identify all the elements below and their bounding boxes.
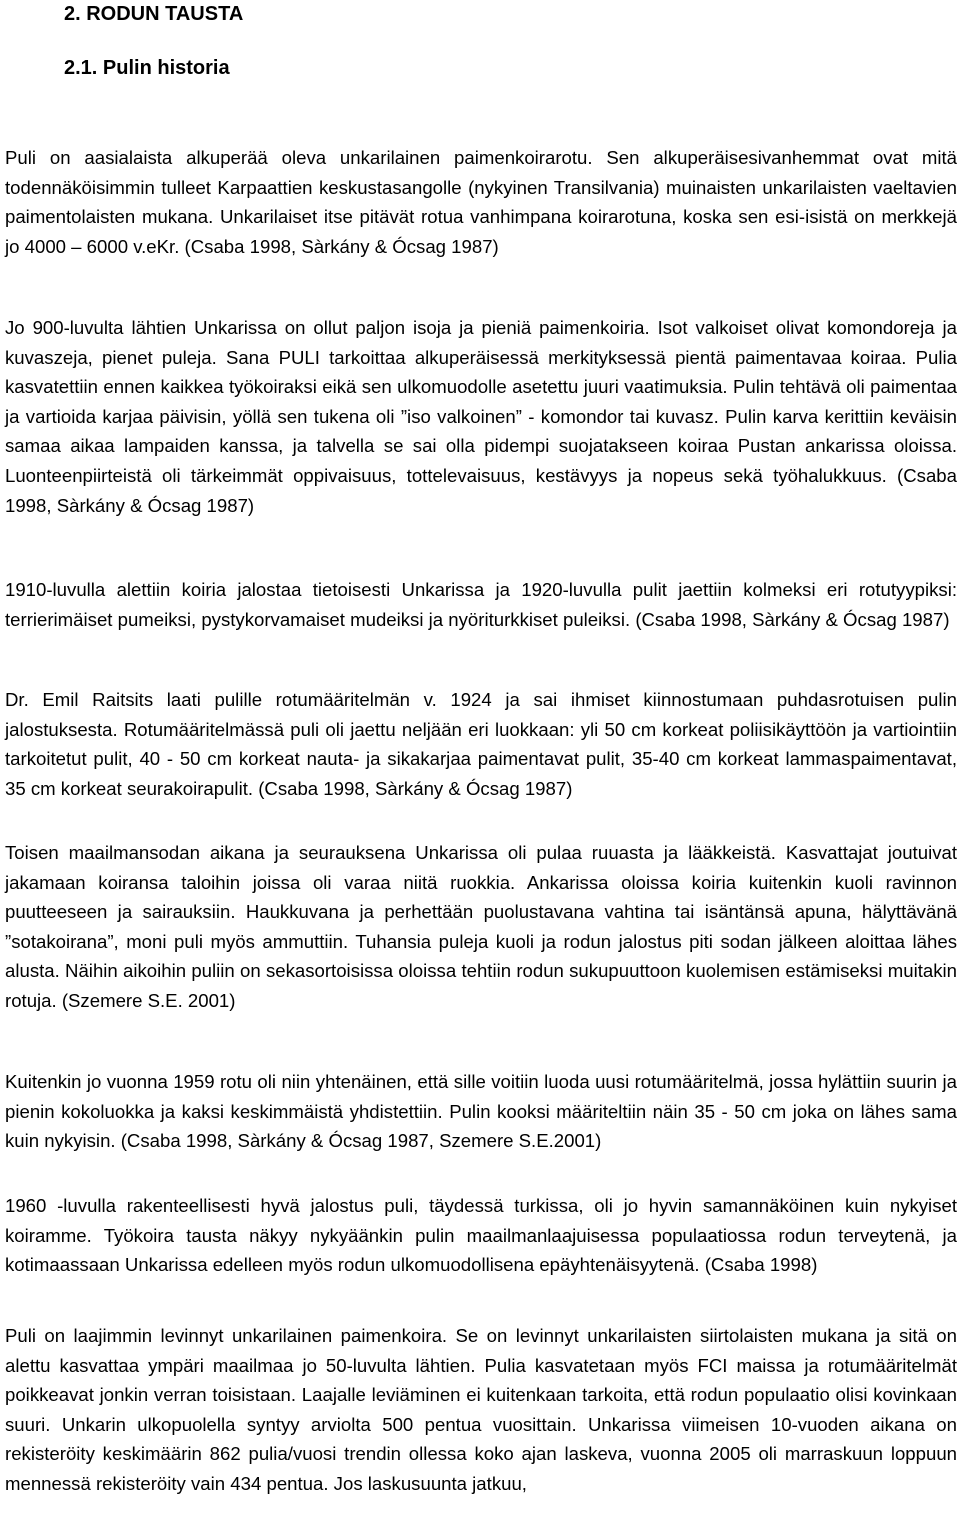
paragraph-1910s: 1910-luvulla alettiin koiria jalostaa tietoisesti Unkarissa ja 1920-luvulla pulit jaettiin kolmeksi eri rotutyypiksi: terrierimäiset pumeiksi, pystykorvamaiset mudeiksi ja nyöriturkkiset puleiksi. (Csaba 1998, Sàrkány & Ócsag 1987) — [5, 579, 957, 630]
subsection-heading: 2.1. Pulin historia — [64, 57, 230, 79]
section-heading: 2. RODUN TAUSTA — [64, 3, 244, 25]
paragraph-1959: Kuitenkin jo vuonna 1959 rotu oli niin yhtenäinen, että sille voitiin luoda uusi rotumääritelmä, jossa hylättiin suurin ja pienin kokoluokka ja kaksi keskimmäistä yhdistettiin. Pulin kooksi määriteltiin näin 35 - 50 cm joka on lähes sama kuin nykyisin. (Csaba 1998, Sàrkány & Ócsag 1987, Szemere S.E.2001) — [5, 1071, 957, 1152]
paragraph-ww2: Toisen maailmansodan aikana ja seurauksena Unkarissa oli pulaa ruuasta ja lääkkeistä. Kasvattajat joutuivat jakamaan koiransa taloihin joissa oli varaa niitä ruokkia. Ankarissa oloissa koiria kuitenkin kuoli ravinnon puutteeseen ja sairauksiin. Haukkuvana ja perhettään puolustavana vahtina tai isäntänsä apuna, hälyttävänä ”sotakoirana”, moni puli myös ammuttiin. Tuhansia puleja kuoli ja rodun jalostus piti sodan jälkeen aloittaa lähes alusta. Näihin aikoihin puliin on sekasortoisissa oloissa tehtiin rodun sukupuuttoon kuolemisen estämiseksi muitakin rotuja. (Szemere S.E. 2001) — [5, 842, 957, 1011]
paragraph-origin: Puli on aasialaista alkuperää oleva unkarilainen paimenkoirarotu. Sen alkuperäisesivanhemmat ovat mitä todennäköisimmin tulleet Karpaattien keskustasangolle (nykyinen Transilvania) muinaisten unkarilaisten vaeltavien paimentolaisten mukana. Unkarilaiset itse pitävät rotua vanhimpana koirarotuna, koska sen esi-isistä on merkkejä jo 4000 – 6000 v.eKr. (Csaba 1998, Sàrkány & Ócsag 1987) — [5, 147, 957, 257]
paragraph-900s: Jo 900-luvulta lähtien Unkarissa on ollut paljon isoja ja pieniä paimenkoiria. Isot valkoiset olivat komondoreja ja kuvaszeja, pienet puleja. Sana PULI tarkoittaa alkuperäisessä merkityksessä pientä paimentavaa koiraa. Pulia kasvatettiin ennen kaikkea työkoiraksi eikä sen ulkomuodolle asetettu juuri vaatimuksia. Pulin tehtävä oli paimentaa ja vartioida karjaa päivisin, yöllä sen tukena oli ”iso valkoinen” - komondor tai kuvasz. Pulin karva kerittiin keväisin samaa aikaa lampaiden kanssa, ja talvella se sai olla pidempi suojatakseen koiraa Pustan ankarissa oloissa. Luonteenpiirteistä oli tärkeimmät oppivaisuus, tottelevaisuus, kestävyys ja nopeus sekä työhalukkuus. (Csaba 1998, Sàrkány & Ócsag 1987) — [5, 317, 957, 516]
paragraph-spread: Puli on laajimmin levinnyt unkarilainen paimenkoira. Se on levinnyt unkarilaisten siirtolaisten mukana ja sitä on alettu kasvattaa ympäri maailmaa jo 50-luvulta lähtien. Pulia kasvatetaan myös FCI maissa ja rotumääritelmät poikkeavat jonkin verran toisistaan. Laajalle leviäminen ei kuitenkaan tarkoita, että rodun populaatio olisi kovinkaan suuri. Unkarin ulkopuolella syntyy arviolta 500 pentua vuosittain. Unkarissa viimeisen 10-vuoden aikana on rekisteröity keskimäärin 862 pulia/vuosi trendin ollessa koko ajan laskeva, vuonna 2005 oli marraskuun loppuun mennessä rekisteröity vain 434 pentua. Jos laskusuunta jatkuu, — [5, 1325, 957, 1494]
paragraph-1960s: 1960 -luvulla rakenteellisesti hyvä jalostus puli, täydessä turkissa, oli jo hyvin samannäköinen kuin nykyiset koiramme. Työkoira tausta näkyy nykyäänkin pulin maailmanlaajuisessa populaatiossa rodun terveytenä, ja kotimaassaan Unkarissa edelleen myös rodun ulkomuodollisena epäyhtenäisyytenä. (Csaba 1998) — [5, 1195, 957, 1276]
paragraph-raitsits: Dr. Emil Raitsits laati pulille rotumääritelmän v. 1924 ja sai ihmiset kiinnostumaan puhdasrotuisen pulin jalostuksesta. Rotumääritelmässä puli oli jaettu neljään eri luokkaan: yli 50 cm korkeat poliisikäyttöön ja vartiointiin tarkoitetut pulit, 40 - 50 cm korkeat nauta- ja sikakarjaa paimentavat pulit, 35-40 cm korkeat lammaspaimentavat, 35 cm korkeat seurakoirapulit. (Csaba 1998, Sàrkány & Ócsag 1987) — [5, 689, 957, 799]
